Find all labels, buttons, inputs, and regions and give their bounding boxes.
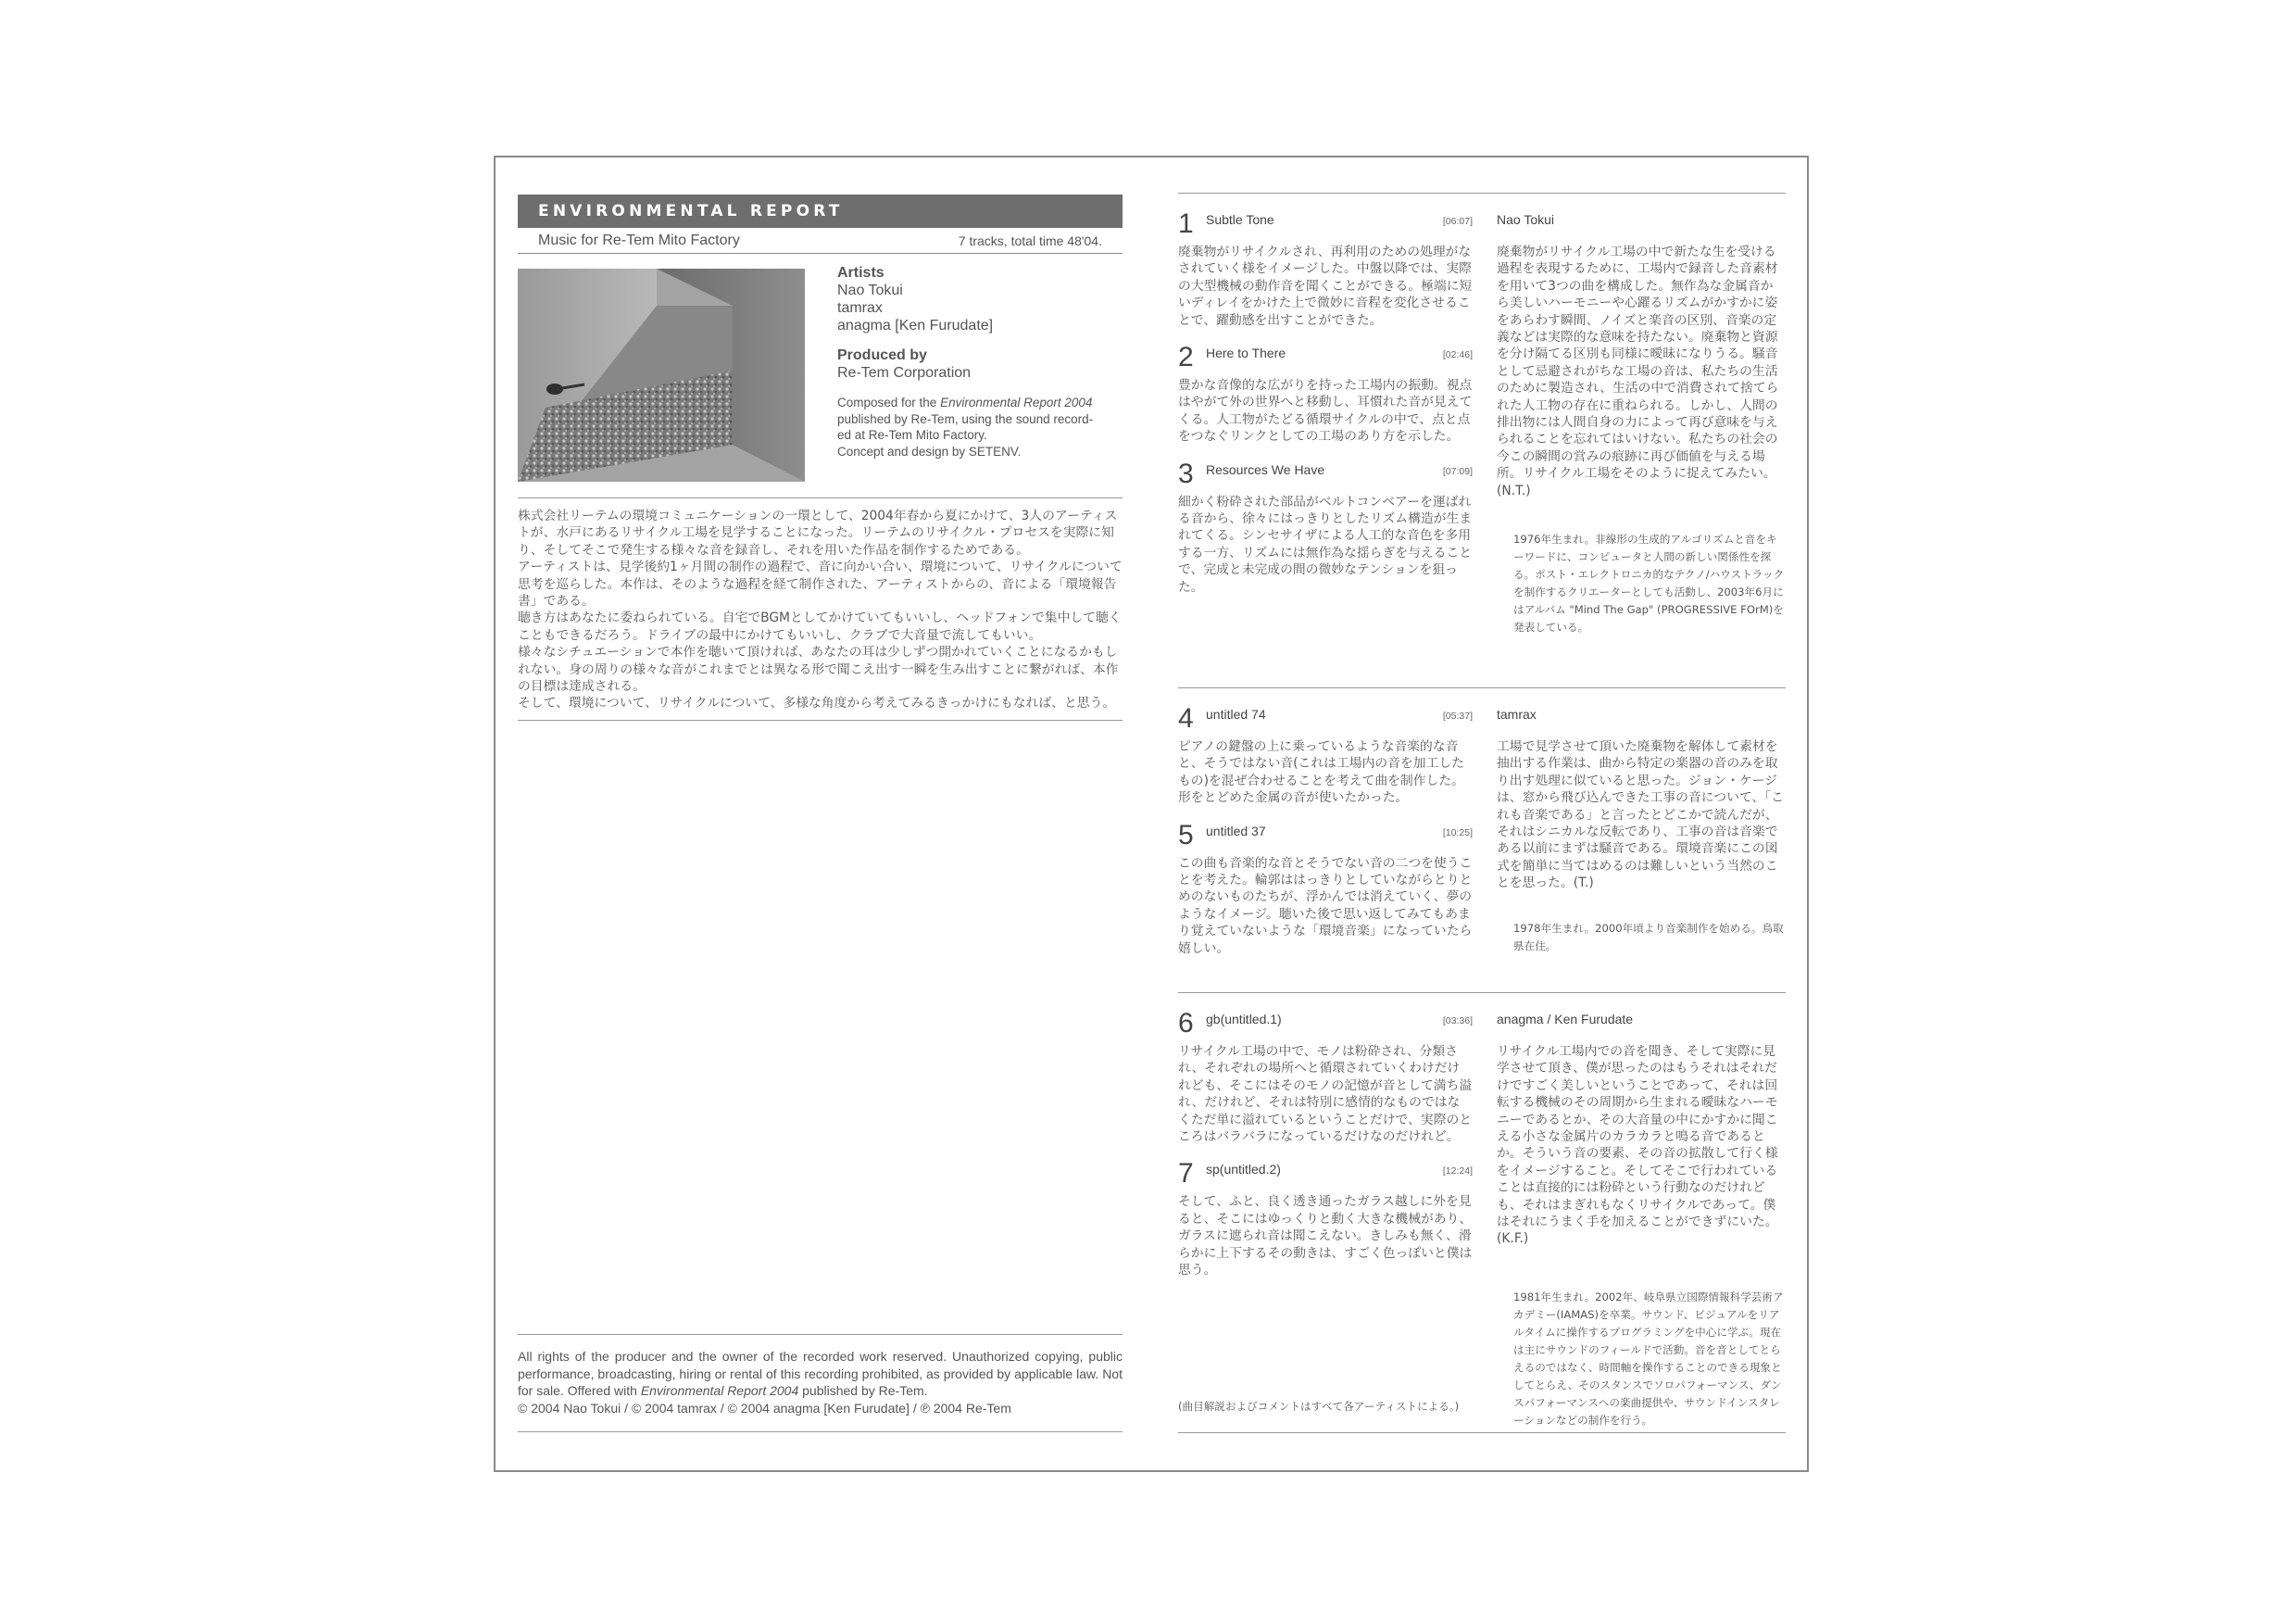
track-title: untitled 37 bbox=[1206, 823, 1266, 838]
track-list bbox=[1178, 705, 1473, 957]
track-description: この曲も音楽的な音とそうでない音の二つを使うことを考えた。輪郭ははっきりとしていながらとりとめのないものたちが、浮かんでは消えていく、夢のようなイメージ。聴いた後で思い返してみてもあまり覚えていないような「環境音楽」になっていたら嬉しい。 bbox=[1178, 855, 1473, 956]
subtitle: Music for Re-Tem Mito Factory bbox=[538, 232, 740, 248]
track-time: [02:46] bbox=[1442, 349, 1473, 361]
credits bbox=[837, 265, 1124, 460]
track-item bbox=[1178, 460, 1473, 596]
report-title: ENVIRONMENTAL REPORT bbox=[518, 195, 1123, 228]
legal-notice: All rights of the producer and the owner of the recorded work reserved. Unauthorized copying, public performance, broadcasting, hiring or rental of this recording prohibited, as provided by applicable law. Not for sale. Offered with Environmental Report 2004 published by Re-Tem. © 2004 Nao Tokui / © 2004 tamrax / © 2004 anagma [Ken Furudate] / ℗ 2004 Re-Tem bbox=[518, 1334, 1123, 1432]
artist-section-nao-tokui bbox=[1178, 193, 1786, 687]
subtitle-row bbox=[518, 228, 1123, 254]
track-description: ピアノの鍵盤の上に乗っているような音楽的な音と、そうではない音(これは工場内の音を加工したもの)を混ぜ合わせることを考えて曲を制作した。形をとどめた金属の音が使いたかった。 bbox=[1178, 739, 1464, 806]
track-item bbox=[1178, 1010, 1473, 1145]
tracks-total: 7 tracks, total time 48'04. bbox=[958, 233, 1102, 248]
info-block bbox=[518, 254, 1123, 498]
artist-bio: 1978年生まれ。2000年頃より音楽制作を始める。鳥取県在住。 bbox=[1513, 921, 1784, 952]
track-description: 廃棄物がリサイクルされ、再利用のための処理がなされていく様をイメージした。中盤以降では、実際の大型機械の動作音を聞くことができる。極端に短いディレイをかけた上で微妙に音程を変化させることで、躍動感を出すことができた。 bbox=[1178, 245, 1473, 328]
track-number: 1 bbox=[1178, 208, 1194, 239]
track-number: 4 bbox=[1178, 703, 1194, 734]
artist-name: anagma / Ken Furudate bbox=[1497, 1012, 1634, 1026]
artists-label: Artists bbox=[837, 265, 885, 281]
recycling-bin-photo bbox=[518, 269, 805, 482]
intro-paragraph: 様々なシチュエーションで本作を聴いて頂ければ、あなたの耳は少しずつ開かれていくことになるかもしれない。身の周りの様々な音がこれまでとは異なる形で聞こえ出す一瞬を生み出すことに繋がれば、本作の目標は達成される。 bbox=[518, 645, 1119, 695]
design-credit: Concept and design by SETENV. bbox=[837, 444, 1022, 459]
track-title: gb(untitled.1) bbox=[1206, 1012, 1282, 1026]
left-panel bbox=[518, 195, 1123, 721]
artist-bio: 1981年生まれ。2002年、岐阜県立国際情報科学芸術アカデミー(IAMAS)を卒業。サウンド、ビジュアルをリアルタイムに操作するプログラミングを中心に学ぶ。現在は主にサウンドのフィールドで活動。音を音としてとらえるのではなく、時間軸を操作することのできる現象としてとらえ、そのスタンスでソロパフォーマンス、ダンスパフォーマンスへの楽曲提供や、サウンドインスタレーションなどの制作を行う。 bbox=[1513, 1290, 1784, 1427]
intro-paragraph: そして、環境について、リサイクルについて、多様な角度から考えてみるきっかけにもなれば、と思う。 bbox=[518, 696, 1116, 711]
track-time: [03:36] bbox=[1442, 1015, 1473, 1026]
track-description: 豊かな音像的な広がりを持った工場内の振動。視点はやがて外の世界へと移動し、耳慣れた音が見えてくる。人工物がたどる循環サイクルの中で、点と点をつなぐリンクとしての工場のあり方を示した。 bbox=[1178, 378, 1473, 445]
track-time: [07:09] bbox=[1442, 465, 1473, 477]
artist-column bbox=[1497, 705, 1786, 955]
track-title: sp(untitled.2) bbox=[1206, 1162, 1281, 1177]
composed-note: Composed for the Environmental Report 2004 published by Re-Tem, using the sound record- ed at Re-Tem Mito Factory. bbox=[837, 396, 1094, 442]
artist-section-anagma bbox=[1178, 992, 1786, 1433]
track-item bbox=[1178, 1160, 1473, 1278]
right-panel bbox=[1178, 193, 1786, 1433]
track-title: Here to There bbox=[1206, 346, 1286, 361]
track-item bbox=[1178, 344, 1473, 446]
intro-paragraph: アーティストは、見学後約1ヶ月間の制作の過程で、音に向かい合い、環境について、リサイクルについて思考を巡らした。本作は、そのような過程を経て制作された、アーティストからの、音による「環境報告書」である。 bbox=[518, 560, 1123, 610]
artist-bio: 1976年生まれ。非線形の生成的アルゴリズムと音をキーワードに、コンピュータと人間の新しい関係性を探る。ポスト・エレクトロニカ的なテクノ/ハウストラックを制作するクリエーターとしても活動し、2003年6月にはアルバム "Mind The Gap" (PROGRESSIVE FOrM)を発表している。 bbox=[1513, 533, 1785, 635]
track-number: 7 bbox=[1178, 1158, 1194, 1190]
track-number: 6 bbox=[1178, 1008, 1194, 1039]
track-number: 3 bbox=[1178, 458, 1194, 489]
track-time: [10:25] bbox=[1442, 826, 1473, 838]
artist-section-tamrax bbox=[1178, 687, 1786, 992]
intro-paragraph: 聴き方はあなたに委ねられている。自宅でBGMとしてかけていてもいいし、ヘッドフォンで集中して聴くこともできるだろう。ドライブの最中にかけてもいいし、クラブで大音量で流してもいい。 bbox=[518, 611, 1122, 643]
artist-comment: リサイクル工場内での音を聞き、そして実際に見学させて頂き、僕が思ったのはもうそれはそれだけですごく美しいということであって、それは回転する機械のその周期から生まれる曖昧なハーモニーであるとか、その大音量の中にかすかに聞こえる小さな金属片のカラカラと鳴る音であるとか。そういう音の要素、その音の拡散して行く様をイメージすること。そしてそこで行われていることは直接的には粉砕という行動なのだけれども、それはまぎれもなくリサイクルであって。僕はそれにうまく手を加えることができずにいた。(K.F.) bbox=[1497, 1044, 1778, 1247]
track-list bbox=[1178, 1010, 1473, 1278]
intro-paragraph: 株式会社リーテムの環境コミュニケーションの一環として、2004年春から夏にかけて、3人のアーティストが、水戸にあるリサイクル工場を見学することになった。リーテムのリサイクル・プロセスを実際に知り、そしてそこで発生する様々な音を録音し、それを用いた作品を制作するためである。 bbox=[518, 509, 1118, 558]
footnote: (曲目解説およびコメントはすべて各アーティストによる。) bbox=[1178, 1400, 1460, 1413]
track-time: [05:37] bbox=[1442, 711, 1473, 722]
track-list bbox=[1178, 210, 1473, 596]
track-title: Resources We Have bbox=[1206, 461, 1325, 477]
intro-text bbox=[518, 498, 1123, 721]
track-item bbox=[1178, 705, 1473, 807]
track-title: Subtle Tone bbox=[1206, 212, 1274, 227]
track-description: 細かく粉砕された部品がベルトコンベアーを運ばれる音から、徐々にはっきりとしたリズム構造が生まれてくる。シンセサイザによる人工的な音色を多用する一方、リズムには無作為な揺らぎを与えることで、完成と未完成の間の微妙なテンションを狙った。 bbox=[1178, 494, 1473, 595]
producer: Re-Tem Corporation bbox=[837, 365, 972, 381]
track-time: [06:07] bbox=[1442, 216, 1473, 227]
track-item bbox=[1178, 210, 1473, 329]
artist-credit: Nao Tokui bbox=[837, 283, 903, 298]
artist-column bbox=[1497, 1010, 1786, 1429]
artist-credit: tamrax bbox=[837, 300, 883, 316]
track-description: そして、ふと、良く透き通ったガラス越しに外を見ると、そこにはゆっくりと動く大きな機械があり、ガラスに遮られ音は聞こえない。きしみも無く、滑らかに上下するその動きは、すごく色っぽいと僕は思う。 bbox=[1178, 1194, 1473, 1278]
track-title: untitled 74 bbox=[1206, 707, 1266, 722]
produced-label: Produced by bbox=[837, 347, 927, 363]
copyright-line: © 2004 Nao Tokui / © 2004 tamrax / © 2004 anagma [Ken Furudate] / ℗ 2004 Re-Tem bbox=[518, 1400, 1011, 1416]
track-time: [12:24] bbox=[1442, 1165, 1473, 1177]
artist-comment: 工場で見学させて頂いた廃棄物を解体して素材を抽出する作業は、曲から特定の楽器の音のみを取り出す処理に似ていると思った。ジョン・ケージは、窓から飛び込んできた工事の音について、「これも音楽である」と言ったとどこかで読んだが、それはシニカルな反転であり、工事の音は音楽である以前にまずは騒音である。環境音楽にこの図式を簡単に当てはめるのは難しいという当然のことを思った。(T.) bbox=[1497, 739, 1784, 891]
track-description: リサイクル工場の中で、モノは粉砕され、分類され、それぞれの場所へと循環されていくわけだけれども、そこにはそのモノの記憶が音として満ち溢れ、だけれど、それは特別に感情的なものではなくただ単に溢れているということだけで、実際のところはバラバラになっているだけなのだけれど。 bbox=[1178, 1044, 1473, 1145]
artist-comment: 廃棄物がリサイクル工場の中で新たな生を受ける過程を表現するために、工場内で録音した音素材を用いて3つの曲を構成した。無作為な金属音から美しいハーモニーや心躍るリズムがかすかに姿をあらわす瞬間、ノイズと楽音の区別、音楽の定義などは実際的な意味を持たない。廃棄物と資源を分け隔てる区別も同様に曖昧になりうる。騒音として忌避されがちな工場の音は、私たちの生活のために製造され、生活の中で消費されて捨てられた人工物の存在に重ねられる。しかし、人間の排出物には人間自身の力によって再び意味を与えられることを忘れてはいけない。私たちの社会の今この瞬間の営みの痕跡に再び価値を与える場所。リサイクル工場をそのように捉えてみたい。(N.T.) bbox=[1497, 245, 1779, 498]
artist-name: tamrax bbox=[1497, 707, 1537, 722]
artist-credit: anagma [Ken Furudate] bbox=[837, 318, 994, 334]
track-item bbox=[1178, 819, 1473, 957]
track-number: 2 bbox=[1178, 342, 1194, 373]
track-number: 5 bbox=[1178, 819, 1194, 850]
artist-column bbox=[1497, 210, 1786, 636]
artist-name: Nao Tokui bbox=[1497, 212, 1555, 227]
